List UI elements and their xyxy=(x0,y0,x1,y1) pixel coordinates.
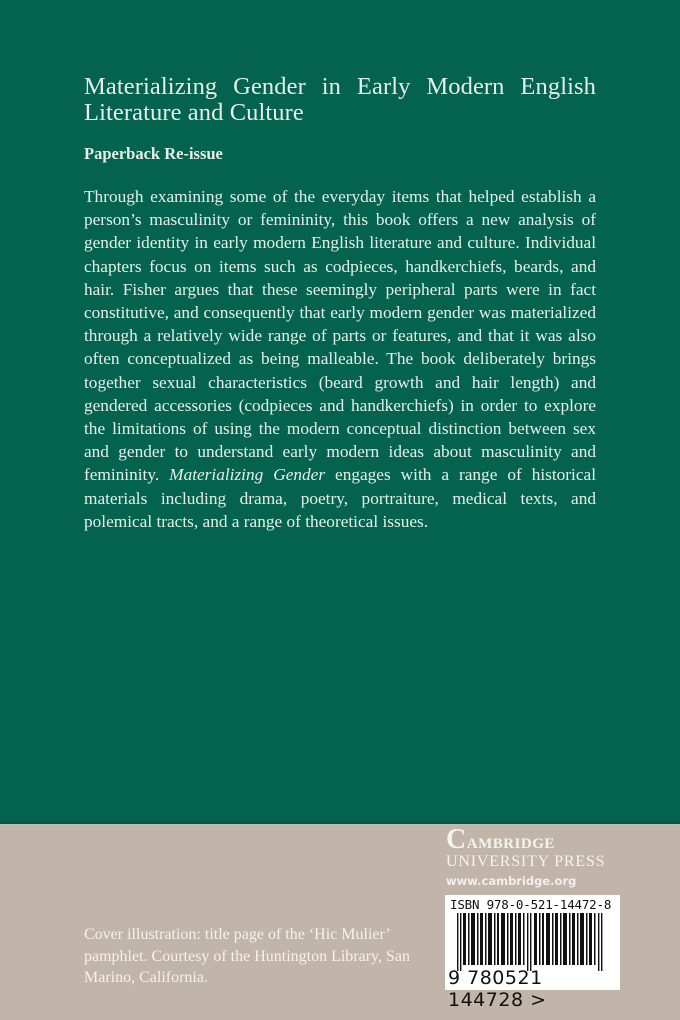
book-title-line1: Materializing Gender in Early Modern English xyxy=(84,73,596,100)
blurb-text-1: Through examining some of the everyday items that helped establish a person’s masculinity or femininity, this book offers a new analysis of gender identity in early modern English literature and culture. Individual chapters focus on items such as codpieces, handkerchiefs, beards, and hair. Fisher argues that these seemingly peripheral parts were in fact constitutive, and consequently that early modern gender was materialized through a relatively wide range of parts or features, and that it was also often conceptualized as being malleable. The book deliberately brings together sexual characteristics (beard growth and hair length) and gendered accessories (codpieces and handkerchiefs) in order to explore the limitations of using the modern conceptual distinction between sex and gender to understand early modern ideas about masculinity and femininity. xyxy=(84,187,596,485)
cover-illustration-caption: Cover illustration: title page of the ‘Hic Mulier’ pamphlet. Courtesy of the Huntington Library, San Marino, California. xyxy=(84,926,411,986)
barcode-bars-icon xyxy=(457,913,607,971)
barcode-digits: 9 780521 144728 > xyxy=(448,967,547,1011)
edition-label: Paperback Re-issue xyxy=(84,144,223,163)
publisher-name: Cambridge xyxy=(446,824,555,855)
publisher-logo xyxy=(446,826,626,890)
book-title xyxy=(84,74,596,126)
isbn-barcode xyxy=(445,895,620,1011)
book-title-line2: Literature and Culture xyxy=(84,99,304,126)
blurb-italic-title: Materializing Gender xyxy=(169,465,326,485)
isbn-label: ISBN 978-0-521-14472-8 xyxy=(450,897,612,912)
book-blurb xyxy=(84,185,596,533)
blurb-text-2: engages with a range of historical materials including drama, poetry, portraiture, medical texts, and polemical tracts, and a range of theoretical issues. xyxy=(84,465,597,531)
publisher-subname: UNIVERSITY PRESS xyxy=(446,853,606,870)
publisher-url: www.cambridge.org xyxy=(446,874,577,888)
